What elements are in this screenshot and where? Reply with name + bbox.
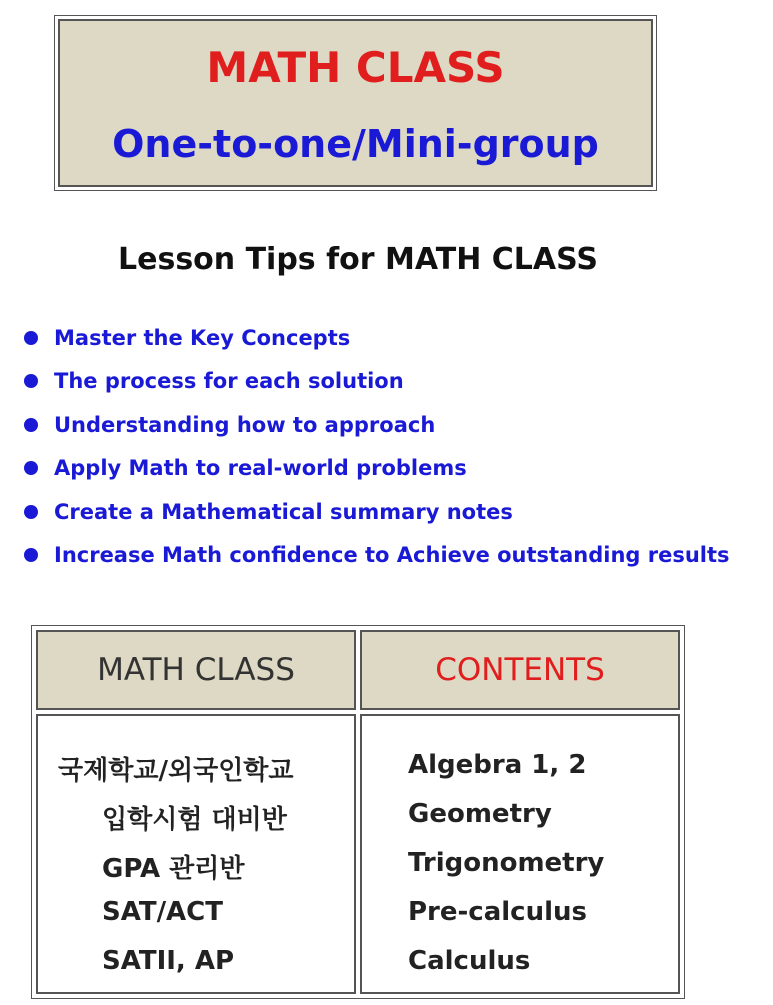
class-table: [31, 625, 685, 999]
class-item: GPA 관리반: [102, 854, 245, 884]
class-item: 국제학교/외국인학교: [58, 756, 294, 786]
content-item: Pre-calculus: [408, 897, 587, 927]
title-box: [54, 15, 657, 191]
class-list-cell: [36, 714, 356, 994]
bullet-icon: [24, 548, 38, 562]
list-item: [24, 534, 730, 578]
table-header-contents: CONTENTS: [360, 630, 680, 710]
contents-list-cell: [360, 714, 680, 994]
tip-text: Increase Math confidence to Achieve outstanding results: [54, 543, 730, 568]
page-title: MATH CLASS: [206, 43, 505, 92]
tips-heading: Lesson Tips for MATH CLASS: [118, 242, 598, 277]
tip-text: Master the Key Concepts: [54, 325, 351, 350]
class-item: 입학시험 대비반: [102, 805, 287, 835]
title-box-inner: [58, 19, 653, 187]
bullet-icon: [24, 331, 38, 345]
tips-list: [24, 316, 730, 577]
list-item: [24, 447, 730, 491]
content-item: Trigonometry: [408, 848, 605, 878]
tip-text: Apply Math to real-world problems: [54, 456, 467, 481]
tip-text: Understanding how to approach: [54, 412, 436, 437]
list-item: [24, 316, 730, 360]
class-item: SATII, AP: [102, 946, 235, 976]
list-item: [24, 490, 730, 534]
table-header-class: MATH CLASS: [36, 630, 356, 710]
bullet-icon: [24, 374, 38, 388]
content-item: Calculus: [408, 946, 531, 976]
tip-text: Create a Mathematical summary notes: [54, 499, 513, 524]
tip-text: The process for each solution: [54, 369, 404, 394]
list-item: [24, 360, 730, 404]
list-item: [24, 403, 730, 447]
bullet-icon: [24, 461, 38, 475]
bullet-icon: [24, 505, 38, 519]
bullet-icon: [24, 418, 38, 432]
class-item: SAT/ACT: [102, 897, 223, 927]
content-item: Geometry: [408, 799, 552, 829]
content-item: Algebra 1, 2: [408, 750, 587, 780]
page-subtitle: One-to-one/Mini-group: [112, 122, 599, 166]
